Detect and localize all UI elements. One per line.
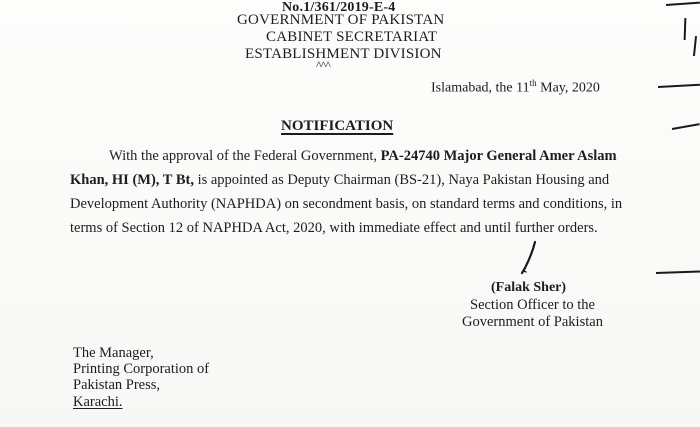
signatory-designation-2: Government of Pakistan	[462, 314, 603, 330]
government-heading: GOVERNMENT OF PAKISTAN	[237, 12, 445, 28]
addressee-line-2: Printing Corporation of	[73, 361, 210, 377]
signatory-name: (Falak Sher)	[491, 280, 567, 295]
edge-mark	[666, 2, 700, 6]
edge-mark	[656, 270, 700, 273]
date-prefix: Islamabad, the 11	[431, 80, 530, 96]
notification-title: NOTIFICATION	[281, 118, 394, 134]
addressee-line-1: The Manager,	[73, 345, 154, 361]
edge-mark	[672, 123, 700, 130]
edge-mark	[658, 84, 700, 88]
body-line-4: terms of Section 12 of NAPHDA Act, 2020, with immediate effect and until further orders.	[70, 220, 598, 236]
header-ornament: ^^^	[316, 58, 330, 72]
officer-rank-number: PA-24740 Major General Amer Aslam	[380, 148, 617, 164]
body-line-1	[109, 148, 617, 165]
adjacent-page-edge	[652, 0, 700, 427]
addressee-line-3: Pakistan Press,	[73, 377, 160, 393]
addressee-line-4: Karachi.	[73, 394, 123, 410]
date-line	[431, 78, 600, 97]
edge-mark	[693, 36, 697, 56]
secretariat-heading: CABINET SECRETARIAT	[266, 29, 438, 45]
reference-number: No.1/361/2019-E-4	[282, 0, 396, 15]
officer-name-awards: Khan, HI (M), T Bt,	[70, 172, 194, 188]
body-line-3: Development Authority (NAPHDA) on secondment basis, on standard terms and conditions, in	[70, 196, 623, 212]
division-heading: ESTABLISHMENT DIVISION	[245, 46, 442, 62]
signatory-designation-1: Section Officer to the	[470, 297, 595, 313]
signature-mark	[511, 240, 541, 280]
edge-mark	[684, 18, 687, 40]
body-line-2	[70, 172, 609, 189]
date-rest: May, 2020	[536, 80, 600, 96]
body-text: is appointed as Deputy Chairman (BS-21), Naya Pakistan Housing and	[193, 172, 610, 188]
date-suffix: th	[529, 78, 537, 88]
body-text: With the approval of the Federal Government,	[109, 148, 381, 164]
